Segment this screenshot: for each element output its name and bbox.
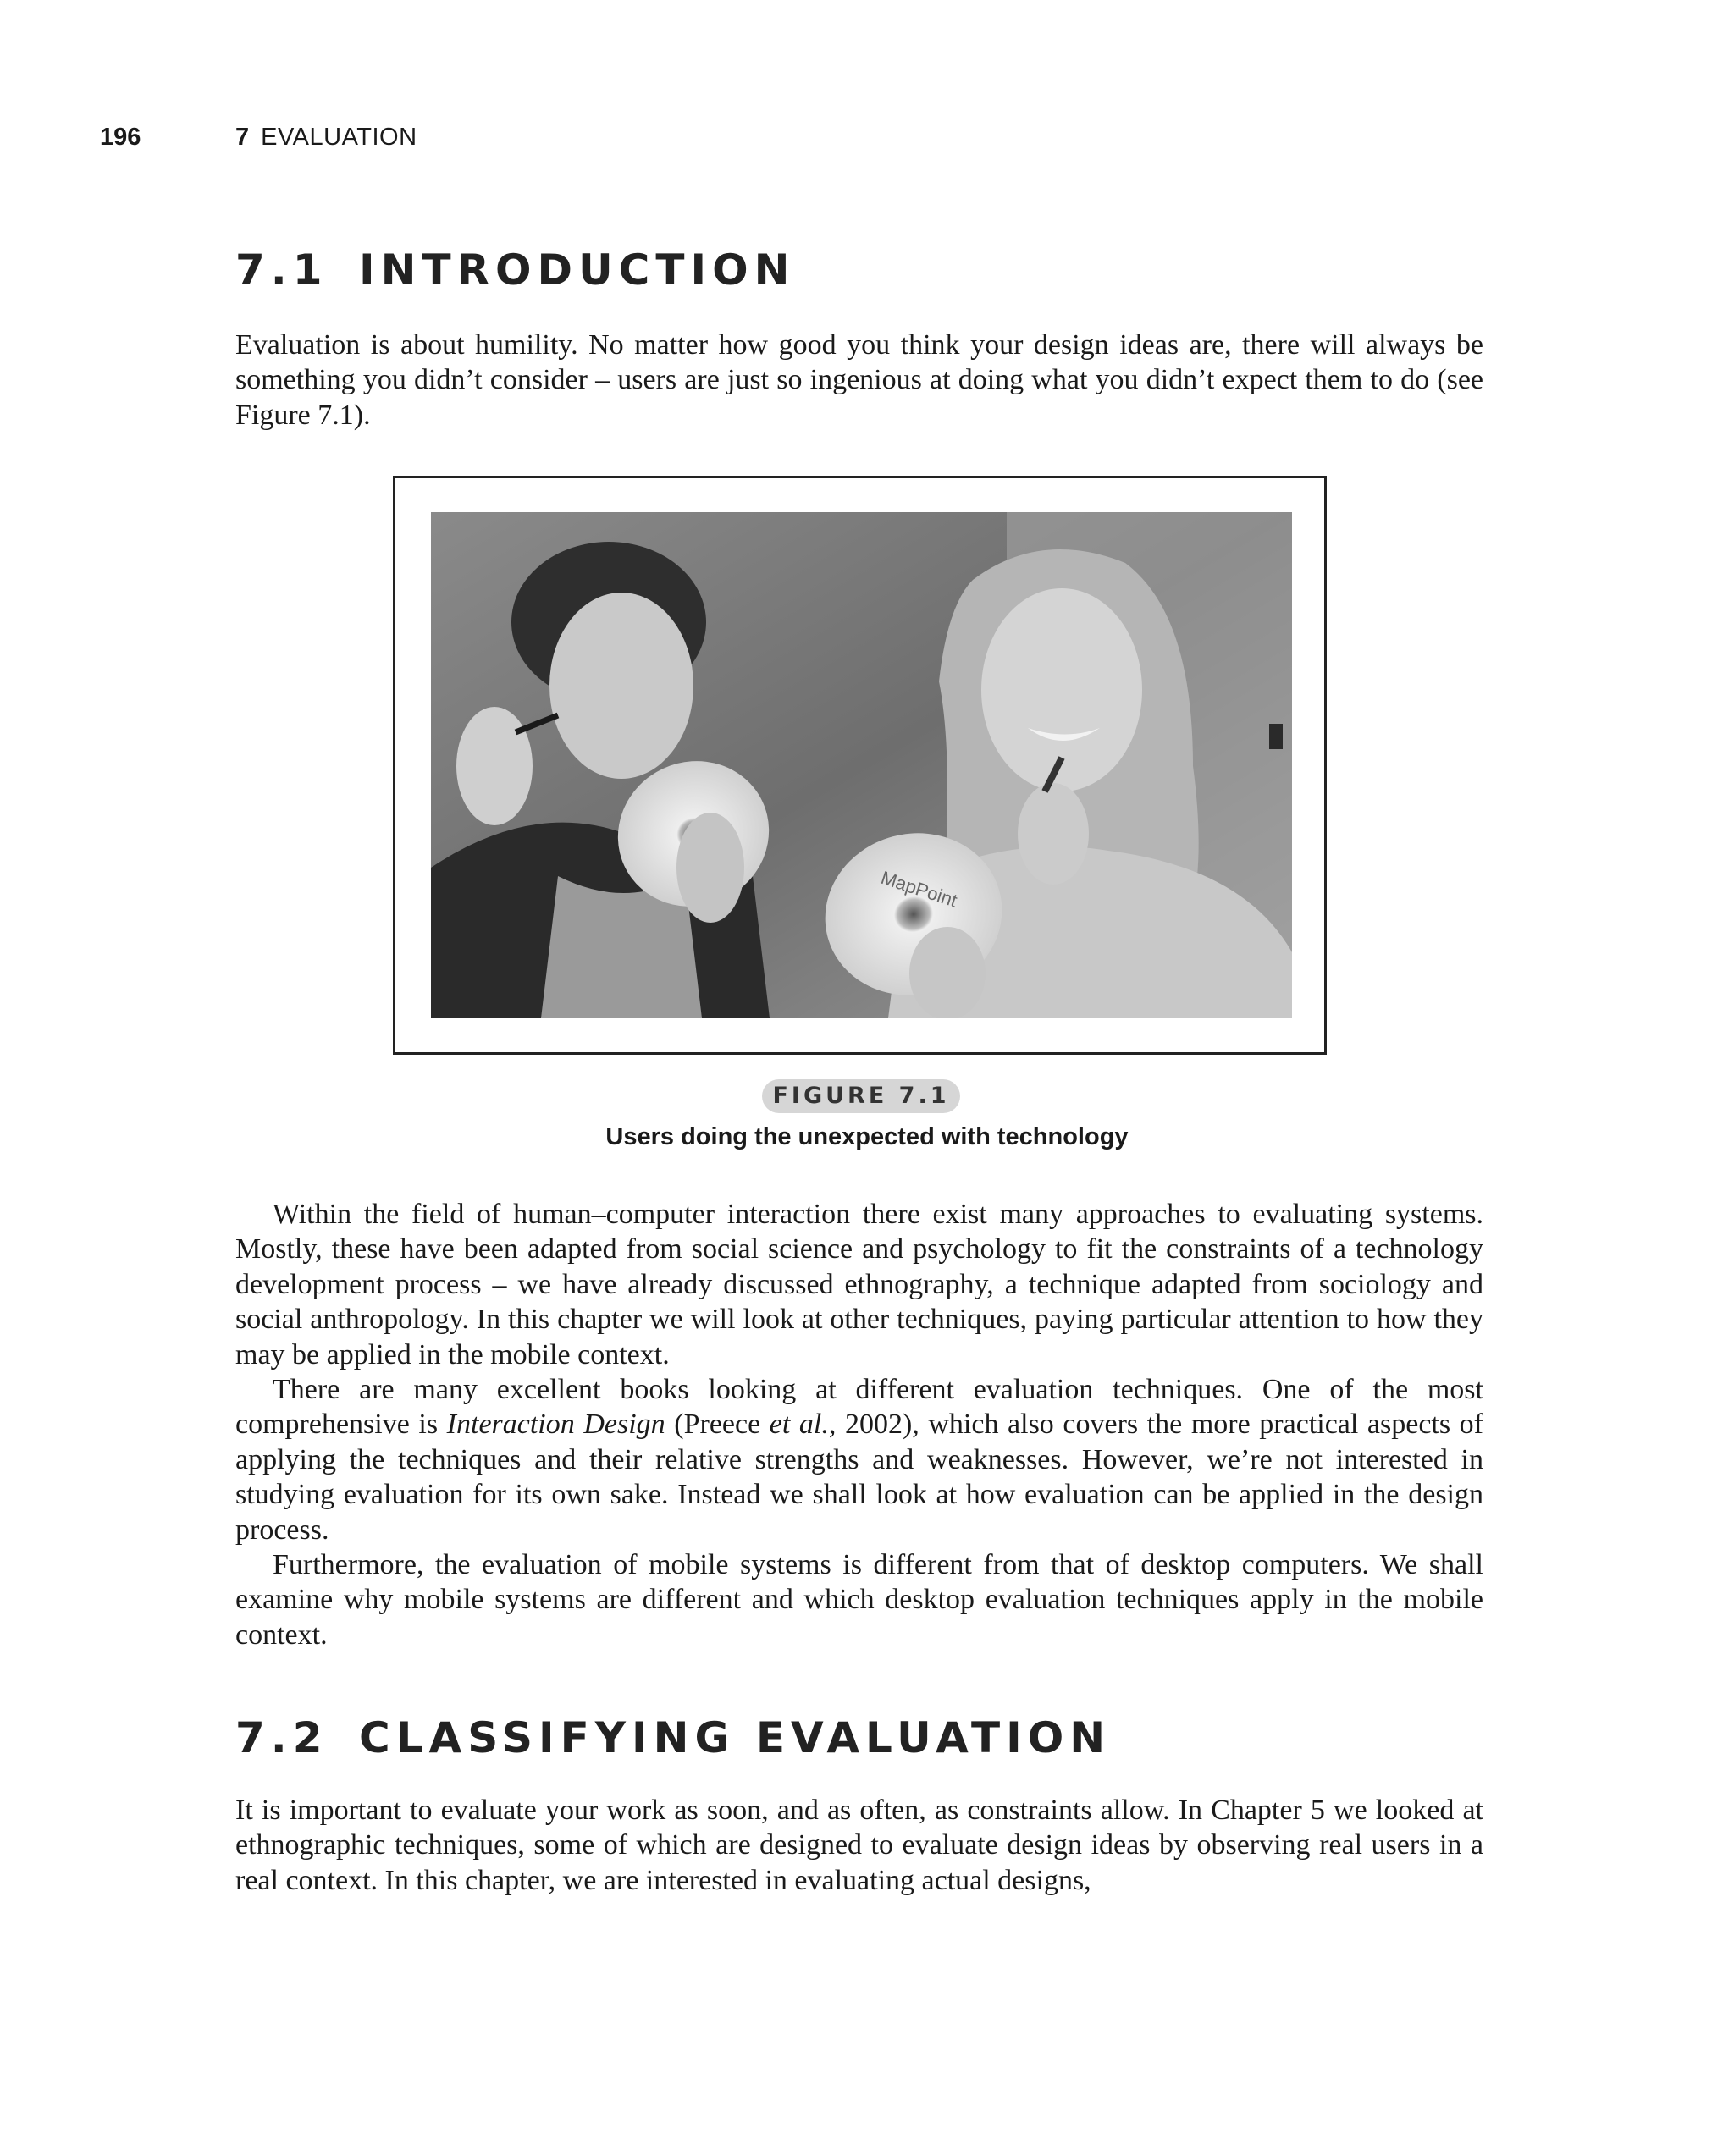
body-paragraph-1: Within the field of human–computer interaction there exist many approaches to evaluating systems. Mostly, these have been adapted from social science and psychology to fit the constraints of a technology development process – we have already discussed ethnography, a technique adapted from sociology and social anthropology. In this chapter we will look at other techniques, paying particular attention to how they may be applied in the mobile context. — [235, 1199, 1483, 1370]
figure-caption: Users doing the unexpected with technology — [605, 1123, 1129, 1150]
intro-paragraph: Evaluation is about humility. No matter how good you think your design ideas are, there will always be something you didn’t consider – users are just so ingenious at doing what you didn’t expect them to do (see Figure 7.1). — [235, 329, 1483, 431]
section-2-paragraph: It is important to evaluate your work as soon, and as often, as constraints allow. In Chapter 5 we looked at ethnographic techniques, some of which are designed to evaluate design ideas by observing real users in a real context. In this chapter, we are interested in evaluating actual designs, — [235, 1795, 1483, 1896]
body-paragraph-3: Furthermore, the evaluation of mobile systems is different from that of desktop computers. We shall examine why mobile systems are different and which desktop evaluation techniques apply in the mobile context. — [235, 1549, 1483, 1651]
section-number: 7.2 — [235, 1713, 329, 1762]
intro-text — [235, 328, 1483, 433]
section-number: 7.1 — [235, 245, 329, 295]
body-paragraph-2 — [235, 1372, 1483, 1547]
paragraph-text: , 2002), which also covers the more practical aspects of applying the techniques and their relative strengths and weaknesses. However, we’re not interested in studying evaluation for its own sake. Instead we shall look at how evaluation can be applied in the design process. — [235, 1409, 1484, 1546]
section-2-text — [235, 1793, 1483, 1898]
section-title: INTRODUCTION — [359, 245, 796, 295]
disc-text: MapPoint — [878, 866, 960, 912]
section-title: CLASSIFYING EVALUATION — [359, 1713, 1112, 1762]
section-heading-introduction — [235, 245, 795, 295]
paragraph-text: (Preece — [665, 1409, 770, 1441]
page-number: 196 — [100, 124, 141, 151]
photo-illustration — [431, 512, 1292, 1018]
figure-frame — [393, 476, 1327, 1055]
chapter-number: 7 — [235, 124, 250, 151]
figure-photo — [431, 512, 1292, 1018]
et-al: et al. — [769, 1409, 829, 1441]
chapter-title: EVALUATION — [261, 124, 417, 151]
running-head — [100, 124, 417, 152]
paragraph-text: There are many excellent books looking at different evaluation techniques. One of the most comprehensive is — [235, 1374, 1483, 1441]
section-heading-classifying-evaluation — [235, 1713, 1111, 1762]
book-title: Interaction Design — [446, 1409, 665, 1441]
main-body-text — [235, 1197, 1483, 1652]
figure-label: FIGURE 7.1 — [762, 1079, 960, 1113]
